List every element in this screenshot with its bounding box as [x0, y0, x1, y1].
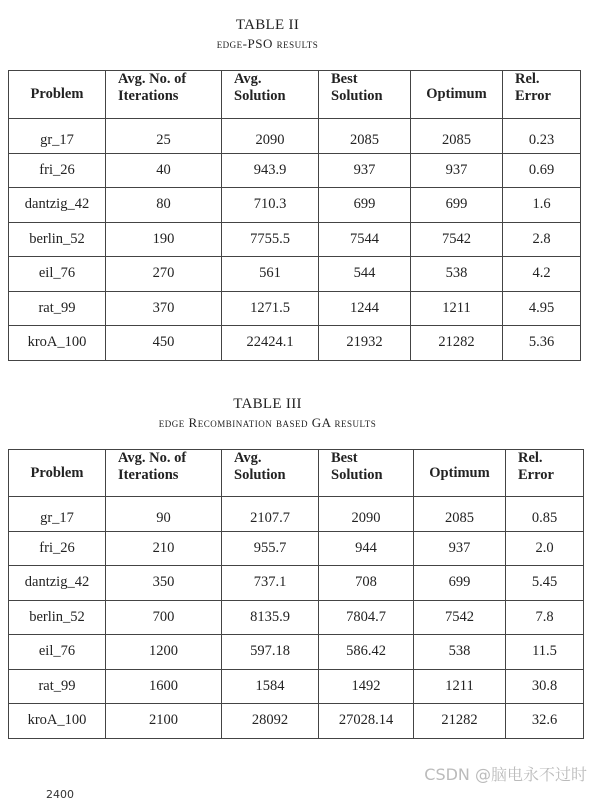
table-cell: gr_17: [9, 119, 106, 154]
table-cell: 11.5: [506, 635, 584, 670]
table-cell: 1211: [414, 669, 506, 704]
table-cell: 700: [106, 600, 222, 635]
table-cell: 7.8: [506, 600, 584, 635]
table-cell: 32.6: [506, 704, 584, 739]
table-row: [9, 669, 584, 704]
table-cell: 561: [222, 257, 319, 292]
table-cell: 2.8: [503, 222, 581, 257]
column-header: [503, 71, 581, 119]
table-cell: 2107.7: [222, 497, 319, 532]
table-cell: 544: [319, 257, 411, 292]
header-text: Error: [515, 88, 551, 104]
table-cell: 7542: [411, 222, 503, 257]
table-cell: eil_76: [9, 635, 106, 670]
column-header: [411, 71, 503, 119]
table-cell: 1211: [411, 291, 503, 326]
table-cell: 1492: [319, 669, 414, 704]
table-cell: 710.3: [222, 188, 319, 223]
table-cell: 25: [106, 119, 222, 154]
table-cell: 21282: [414, 704, 506, 739]
table-cell: 699: [319, 188, 411, 223]
table-cell: 5.45: [506, 566, 584, 601]
table-cell: 1244: [319, 291, 411, 326]
table-cell: 2085: [319, 119, 411, 154]
table-cell: 28092: [222, 704, 319, 739]
table-cell: 21282: [411, 326, 503, 361]
table-2-caption: [0, 17, 535, 52]
table-cell: 7755.5: [222, 222, 319, 257]
table-row: [9, 257, 581, 292]
column-header: [222, 450, 319, 497]
table-cell: 7804.7: [319, 600, 414, 635]
table-cell: 210: [106, 531, 222, 566]
column-header: [106, 71, 222, 119]
column-header: [106, 450, 222, 497]
header-text: Rel.: [515, 71, 540, 87]
table-cell: 2090: [319, 497, 414, 532]
table-cell: fri_26: [9, 153, 106, 188]
table-cell: 538: [414, 635, 506, 670]
table-row: [9, 635, 584, 670]
table-cell: rat_99: [9, 669, 106, 704]
column-header: [9, 71, 106, 119]
table-cell: gr_17: [9, 497, 106, 532]
table-cell: 1200: [106, 635, 222, 670]
table-title: TABLE III: [233, 396, 302, 412]
column-header: [319, 450, 414, 497]
table-cell: 0.23: [503, 119, 581, 154]
table-cell: 0.69: [503, 153, 581, 188]
table-row: [9, 153, 581, 188]
header-text: Iterations: [118, 88, 179, 104]
table-row: [9, 119, 581, 154]
table-cell: 30.8: [506, 669, 584, 704]
table-cell: dantzig_42: [9, 188, 106, 223]
table-row: [9, 600, 584, 635]
table-cell: 4.2: [503, 257, 581, 292]
table-cell: 7542: [414, 600, 506, 635]
table-cell: 270: [106, 257, 222, 292]
table-cell: 80: [106, 188, 222, 223]
table-row: [9, 497, 584, 532]
table-cell: berlin_52: [9, 222, 106, 257]
header-text: Avg.: [234, 450, 262, 466]
table-cell: 2090: [222, 119, 319, 154]
table-cell: 90: [106, 497, 222, 532]
header-text: Best: [331, 450, 358, 466]
edge-recombination-ga-results-table: [8, 449, 584, 739]
table-cell: 586.42: [319, 635, 414, 670]
watermark: CSDN @脑电永不过时: [424, 765, 587, 784]
table-cell: 2085: [411, 119, 503, 154]
table-cell: 27028.14: [319, 704, 414, 739]
header-text: Solution: [234, 467, 286, 483]
header-text: Solution: [234, 88, 286, 104]
table-cell: 40: [106, 153, 222, 188]
table-cell: 370: [106, 291, 222, 326]
table-cell: 943.9: [222, 153, 319, 188]
header-text: Iterations: [118, 467, 179, 483]
header-text: Avg. No. of: [118, 450, 187, 466]
column-header: [414, 450, 506, 497]
header-row: [9, 71, 581, 119]
page-number: 2400: [46, 788, 74, 801]
table-cell: 4.95: [503, 291, 581, 326]
table-cell: kroA_100: [9, 326, 106, 361]
table-row: [9, 188, 581, 223]
table-subtitle: edge Recombination based GA results: [158, 415, 377, 430]
table-subtitle: edge-PSO results: [216, 36, 319, 51]
table-row: [9, 326, 581, 361]
table-row: [9, 566, 584, 601]
table-row: [9, 704, 584, 739]
table-cell: eil_76: [9, 257, 106, 292]
table-cell: 538: [411, 257, 503, 292]
table-cell: 350: [106, 566, 222, 601]
table-row: [9, 291, 581, 326]
column-header: [9, 450, 106, 497]
header-text: Optimum: [429, 464, 490, 481]
table-cell: 1600: [106, 669, 222, 704]
column-header: [319, 71, 411, 119]
table-cell: 708: [319, 566, 414, 601]
table-cell: 21932: [319, 326, 411, 361]
table-cell: 1.6: [503, 188, 581, 223]
table-cell: dantzig_42: [9, 566, 106, 601]
header-text: Avg.: [234, 71, 262, 87]
table-cell: 450: [106, 326, 222, 361]
header-text: Avg. No. of: [118, 71, 187, 87]
header-text: Rel.: [518, 450, 543, 466]
table-row: [9, 531, 584, 566]
table-cell: 7544: [319, 222, 411, 257]
table-cell: 597.18: [222, 635, 319, 670]
table-cell: 1584: [222, 669, 319, 704]
table-row: [9, 222, 581, 257]
column-header: [222, 71, 319, 119]
header-row: [9, 450, 584, 497]
table-cell: berlin_52: [9, 600, 106, 635]
table-cell: 22424.1: [222, 326, 319, 361]
table-cell: 937: [414, 531, 506, 566]
table-cell: 8135.9: [222, 600, 319, 635]
header-text: Problem: [30, 464, 84, 481]
table-cell: 937: [319, 153, 411, 188]
table-cell: 5.36: [503, 326, 581, 361]
column-header: [506, 450, 584, 497]
table-cell: 190: [106, 222, 222, 257]
table-cell: 1271.5: [222, 291, 319, 326]
table-cell: 2085: [414, 497, 506, 532]
table-cell: 955.7: [222, 531, 319, 566]
table-cell: 737.1: [222, 566, 319, 601]
header-text: Best: [331, 71, 358, 87]
table-3-caption: [0, 396, 535, 431]
table-cell: 699: [414, 566, 506, 601]
table-cell: 2.0: [506, 531, 584, 566]
header-text: Problem: [30, 86, 84, 102]
table-cell: fri_26: [9, 531, 106, 566]
table-cell: 699: [411, 188, 503, 223]
edge-pso-results-table: [8, 70, 581, 361]
table-cell: 937: [411, 153, 503, 188]
table-cell: 944: [319, 531, 414, 566]
table-cell: 0.85: [506, 497, 584, 532]
table-cell: 2100: [106, 704, 222, 739]
table-cell: rat_99: [9, 291, 106, 326]
header-text: Optimum: [426, 86, 487, 102]
header-text: Solution: [331, 88, 383, 104]
header-text: Solution: [331, 467, 383, 483]
table-cell: kroA_100: [9, 704, 106, 739]
header-text: Error: [518, 467, 554, 483]
table-title: TABLE II: [235, 17, 300, 33]
